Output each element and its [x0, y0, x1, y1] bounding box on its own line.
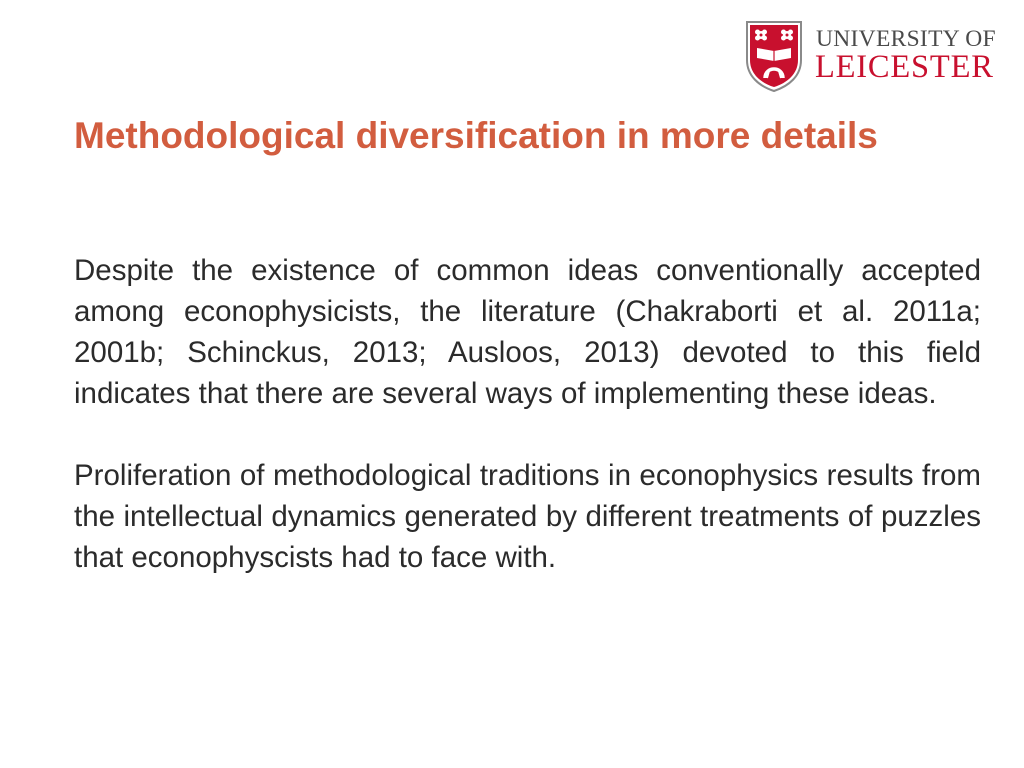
- university-shield-icon: [745, 20, 803, 92]
- slide-title: Methodological diversification in more details: [74, 115, 878, 156]
- body-paragraph: Proliferation of methodological traditions in econophysics results from the intellectual dynamics generated by different treatments of puzzles that econophyscists had to face with.: [74, 459, 981, 574]
- slide-body: [74, 250, 981, 578]
- university-logo: [745, 20, 1007, 92]
- university-name-line1: UNIVERSITY OF: [816, 26, 996, 52]
- body-paragraph: Despite the existence of common ideas conventionally accepted among econophysicists, the literature (Chakraborti et al. 2011a; 2001b; Schinckus, 2013; Ausloos, 2013) devoted to this field indicates that there are several ways of implementing these ideas.: [74, 254, 981, 410]
- university-wordmark: [815, 26, 1007, 86]
- university-name-line2: LEICESTER: [815, 49, 994, 85]
